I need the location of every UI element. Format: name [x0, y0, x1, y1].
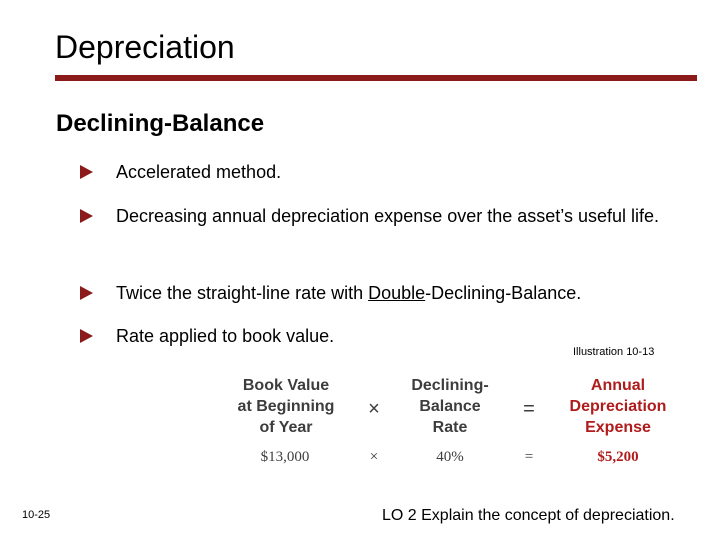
depreciation-formula: [225, 375, 680, 470]
bullet-text: [116, 277, 676, 309]
multiply-sign: ×: [369, 449, 379, 465]
formula-line: of Year: [259, 419, 313, 436]
formula-line: Declining-: [411, 377, 489, 394]
multiply-sign: ×: [368, 398, 380, 420]
bullet-text: Decreasing annual depreciation expense over the asset’s useful life.: [116, 206, 660, 226]
triangle-bullet-icon: [80, 209, 93, 223]
book-value-amount: $13,000: [260, 449, 310, 465]
bullet-text-part: -Declining-Balance.: [425, 283, 582, 303]
bullet-text: Rate applied to book value.: [116, 326, 335, 346]
formula-line: Rate: [432, 419, 468, 436]
equals-sign: =: [524, 449, 534, 465]
slide-number: 10-25: [22, 509, 51, 521]
triangle-bullet-icon: [80, 329, 93, 343]
formula-line: Balance: [419, 398, 481, 415]
expense-amount: $5,200: [597, 449, 639, 465]
equals-sign: =: [523, 398, 535, 420]
illustration-label: Illustration 10-13: [573, 346, 655, 358]
formula-line: Book Value: [242, 377, 330, 394]
bullet-text-part: Twice the straight-line rate with: [116, 283, 369, 303]
formula-line: at Beginning: [237, 398, 335, 415]
rate-amount: 40%: [436, 449, 464, 465]
learning-objective: LO 2 Explain the concept of depreciation.: [382, 507, 675, 524]
triangle-bullet-icon: [80, 286, 93, 300]
formula-book-value-label: [230, 375, 342, 438]
bullet-underlined-word: Double: [368, 283, 426, 303]
title-rule-divider: [55, 75, 697, 81]
slide-title: Depreciation: [55, 29, 235, 65]
formula-line: Annual: [590, 377, 646, 394]
triangle-bullet-icon: [80, 165, 93, 179]
formula-expense-label: [558, 375, 678, 438]
formula-line: Expense: [585, 419, 651, 436]
formula-line: Depreciation: [569, 398, 667, 415]
bullet-text: Accelerated method.: [116, 162, 282, 182]
formula-rate-label: [400, 375, 500, 438]
slide-subtitle: Declining-Balance: [56, 110, 265, 137]
